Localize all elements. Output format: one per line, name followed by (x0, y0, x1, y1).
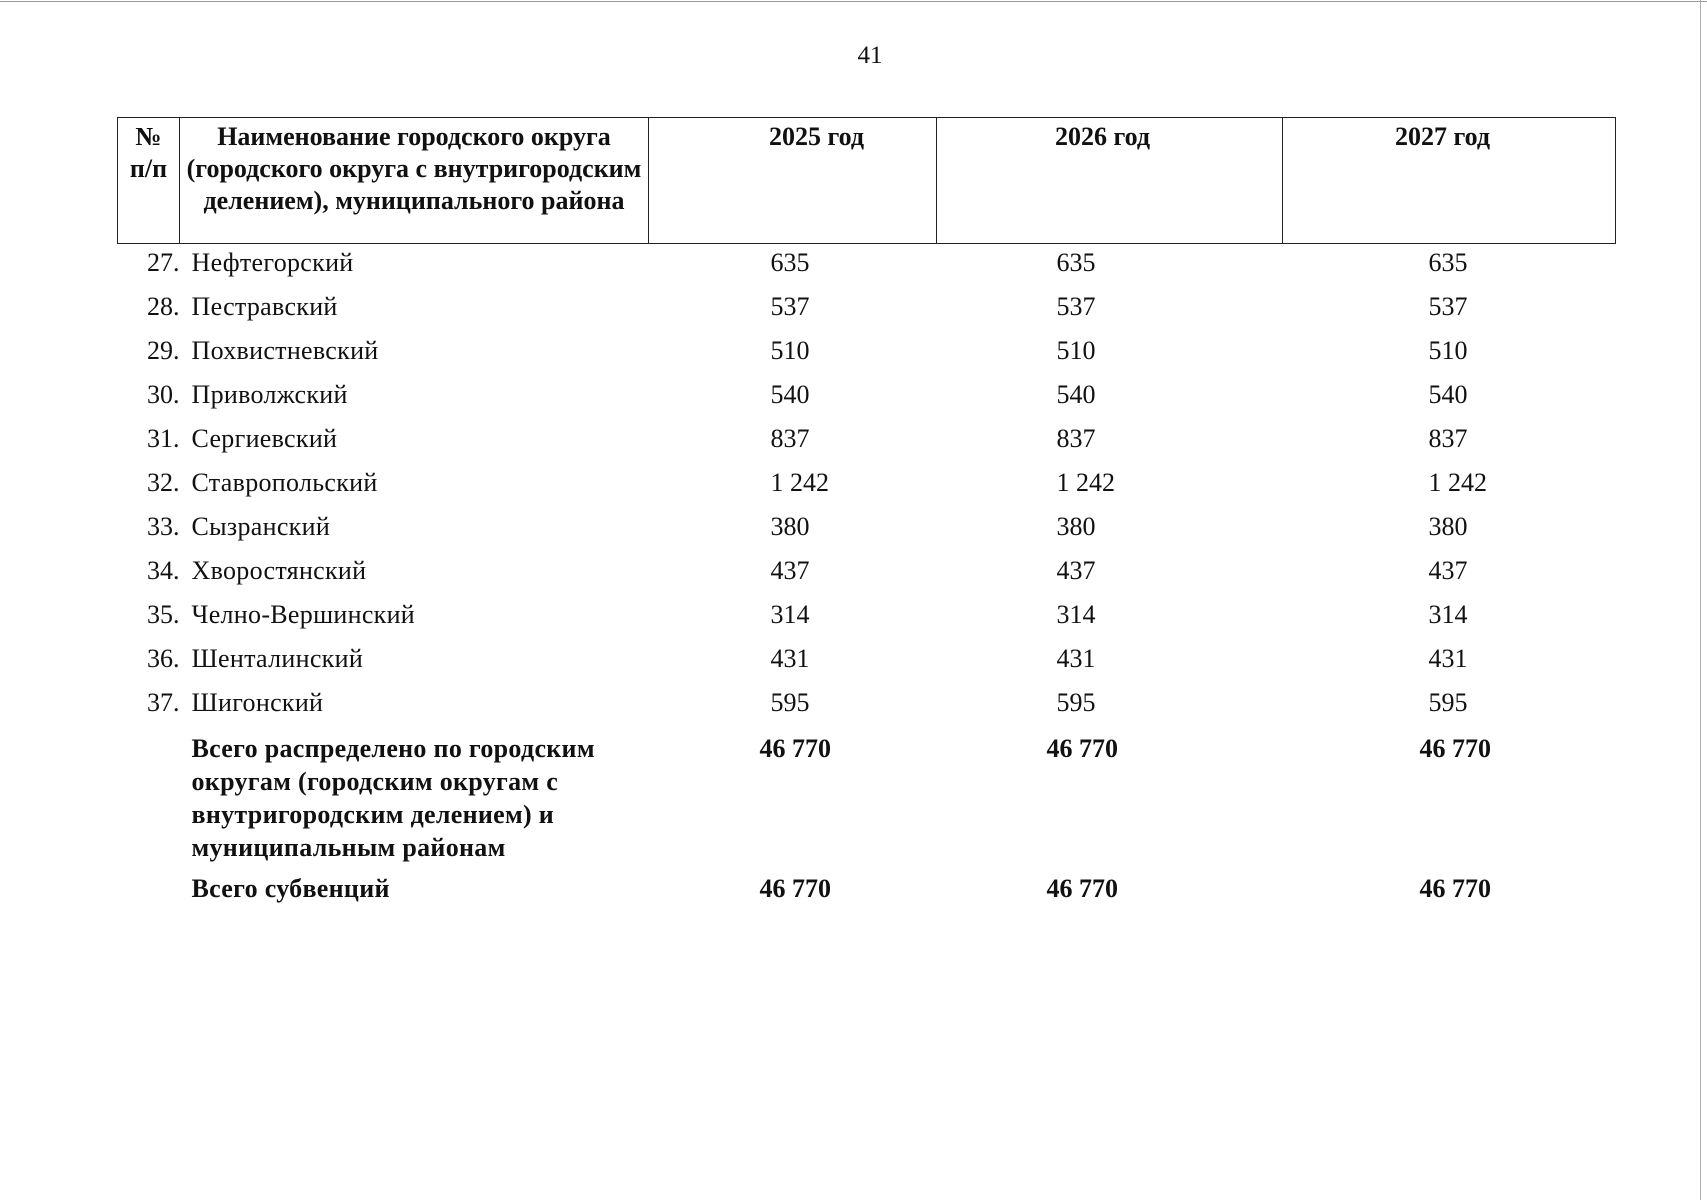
row-value-2025: 1 242 (770, 468, 829, 497)
row-number: 31. (147, 424, 180, 453)
total-distributed-2025: 46 770 (759, 734, 831, 763)
total-subventions-row (118, 872, 1616, 916)
row-value-2025: 380 (770, 512, 810, 541)
row-name: Похвистневский (191, 336, 379, 365)
header-number: № п/п (118, 118, 180, 244)
top-edge-rule (0, 1, 1707, 2)
row-value-2027: 431 (1428, 644, 1468, 673)
header-2025: 2025 год (649, 118, 937, 244)
row-number: 29. (147, 336, 180, 365)
row-value-2027: 380 (1428, 512, 1468, 541)
row-value-2026: 595 (1056, 688, 1096, 717)
row-value-2027: 635 (1428, 248, 1468, 277)
subventions-table (117, 117, 1616, 916)
total-distributed-label: Всего распределено по городским округам (городским округам с внутригородским делением) и муниципальным районам (191, 734, 595, 862)
table-row (118, 556, 1616, 600)
row-value-2026: 431 (1056, 644, 1096, 673)
row-name: Сызранский (191, 512, 331, 541)
header-name: Наименование городского округа (городского округа с внутригородским делением), муниципального района (180, 118, 649, 244)
table-row (118, 424, 1616, 468)
header-2026: 2026 год (937, 118, 1283, 244)
table-row (118, 244, 1616, 293)
row-value-2026: 314 (1056, 600, 1096, 629)
row-value-2026: 1 242 (1056, 468, 1115, 497)
header-2027: 2027 год (1283, 118, 1616, 244)
row-value-2025: 837 (770, 424, 810, 453)
row-value-2027: 537 (1428, 292, 1468, 321)
row-value-2026: 635 (1056, 248, 1096, 277)
row-value-2026: 837 (1056, 424, 1096, 453)
row-value-2025: 437 (770, 556, 810, 585)
row-value-2025: 540 (770, 380, 810, 409)
row-number: 28. (147, 292, 180, 321)
row-name: Челно-Вершинский (191, 600, 416, 629)
row-value-2025: 314 (770, 600, 810, 629)
row-number: 36. (147, 644, 180, 673)
total-subventions-label: Всего субвенций (191, 874, 390, 903)
row-number: 37. (147, 688, 180, 717)
total-subventions-2027: 46 770 (1419, 874, 1491, 903)
table-row (118, 336, 1616, 380)
total-distributed-2026: 46 770 (1046, 734, 1118, 763)
table-row (118, 512, 1616, 556)
row-value-2027: 314 (1428, 600, 1468, 629)
table-row (118, 380, 1616, 424)
page-number: 41 (857, 42, 883, 69)
total-distributed-2027: 46 770 (1419, 734, 1491, 763)
row-name: Хворостянский (191, 556, 367, 585)
table-row (118, 600, 1616, 644)
row-number: 35. (147, 600, 180, 629)
right-edge-rule (1700, 0, 1701, 1200)
row-value-2027: 837 (1428, 424, 1468, 453)
row-number: 27. (147, 248, 180, 277)
row-number: 32. (147, 468, 180, 497)
total-distributed-row (118, 732, 1616, 872)
row-value-2025: 431 (770, 644, 810, 673)
row-value-2026: 537 (1056, 292, 1096, 321)
row-value-2026: 437 (1056, 556, 1096, 585)
table-header-row (118, 118, 1616, 244)
total-subventions-2025: 46 770 (759, 874, 831, 903)
row-name: Шенталинский (191, 644, 364, 673)
total-subventions-number-cell (118, 872, 180, 916)
table-row (118, 292, 1616, 336)
row-name: Ставропольский (191, 468, 378, 497)
row-value-2027: 510 (1428, 336, 1468, 365)
row-name: Пестравский (191, 292, 338, 321)
row-number: 33. (147, 512, 180, 541)
table-row (118, 468, 1616, 512)
row-value-2026: 380 (1056, 512, 1096, 541)
row-number: 34. (147, 556, 180, 585)
row-value-2027: 595 (1428, 688, 1468, 717)
row-value-2027: 540 (1428, 380, 1468, 409)
row-name: Сергиевский (191, 424, 338, 453)
table-row (118, 688, 1616, 732)
total-distributed-number-cell (118, 732, 180, 872)
row-name: Нефтегорский (191, 248, 354, 277)
row-number: 30. (147, 380, 180, 409)
table-row (118, 644, 1616, 688)
row-value-2027: 437 (1428, 556, 1468, 585)
row-value-2027: 1 242 (1428, 468, 1487, 497)
row-value-2026: 510 (1056, 336, 1096, 365)
total-subventions-2026: 46 770 (1046, 874, 1118, 903)
row-name: Шигонский (191, 688, 324, 717)
row-value-2025: 510 (770, 336, 810, 365)
row-value-2025: 635 (770, 248, 810, 277)
row-name: Приволжский (191, 380, 348, 409)
row-value-2025: 537 (770, 292, 810, 321)
row-value-2025: 595 (770, 688, 810, 717)
row-value-2026: 540 (1056, 380, 1096, 409)
